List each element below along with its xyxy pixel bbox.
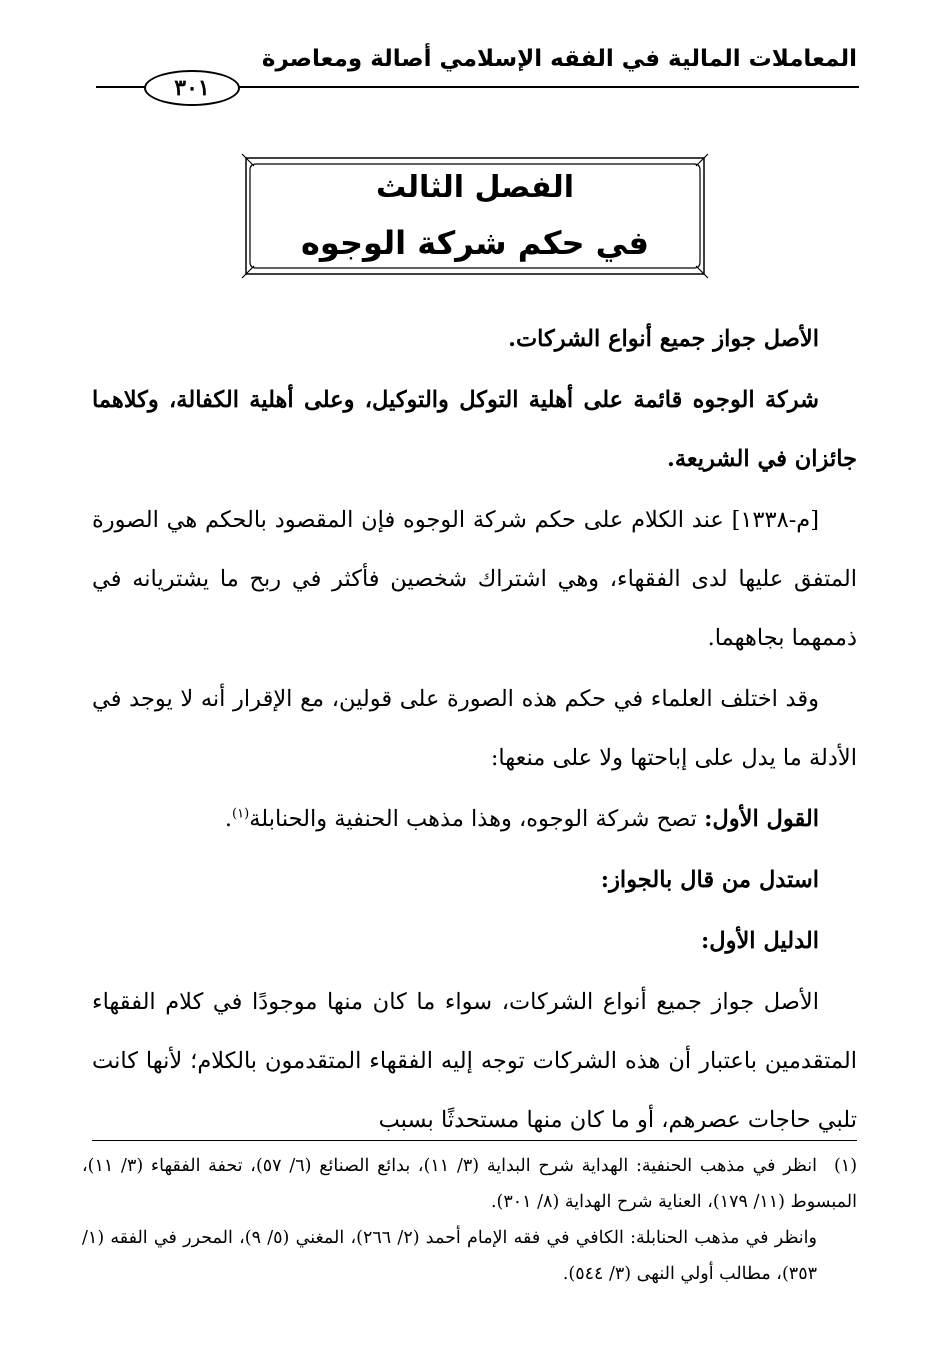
chapter-title-frame — [240, 152, 710, 280]
paragraph-definition: [م-١٣٣٨] عند الكلام على حكم شركة الوجوه فإن المقصود بالحكم هي الصورة المتفق عليها لدى الفقهاء، وهي اشتراك شخصين فأكثر في ربح ما يشتريانه في ذممهما بجاههما. — [92, 507, 857, 651]
footnote-number: (١) — [833, 1156, 858, 1176]
running-header-title: المعاملات المالية في الفقه الإسلامي أصالة ومعاصرة — [261, 46, 857, 72]
first-opinion-text: تصح شركة الوجوه، وهذا مذهب الحنفية والحنابلة — [249, 806, 697, 832]
paragraph-principle: الأصل جواز جميع أنواع الشركات. — [508, 326, 819, 352]
paragraph-basis: شركة الوجوه قائمة على أهلية التوكل والتوكيل، وعلى أهلية الكفالة، وكلاهما جائزان في الشريعة. — [92, 387, 857, 472]
footnotes — [82, 1148, 857, 1292]
footnote-rule — [92, 1140, 857, 1141]
main-text — [92, 310, 857, 1152]
paragraph-disagreement: وقد اختلف العلماء في حكم هذه الصورة على قولين، مع الإقرار أنه لا يوجد في الأدلة ما يدل على إباحتها ولا على منعها: — [92, 686, 857, 771]
first-opinion-lead: القول الأول: — [704, 806, 819, 832]
first-opinion-end: . — [224, 806, 233, 832]
footnote-1-hanbali: وانظر في مذهب الحنابلة: الكافي في فقه الإمام أحمد (٢/ ٢٦٦)، المغني (٥/ ٩)، المحرر في الفقه (١/ ٣٥٣)، مطالب أولي النهى (٣/ ٥٤٤). — [82, 1228, 817, 1284]
footnote-1 — [82, 1148, 857, 1220]
chapter-title: في حكم شركة الوجوه — [301, 224, 649, 262]
paragraph-first-evidence: الدليل الأول: — [700, 928, 819, 954]
chapter-label: الفصل الثالث — [375, 170, 574, 205]
paragraph-first-opinion — [92, 790, 857, 849]
paragraph-evidence-heading: استدل من قال بالجواز: — [600, 867, 819, 893]
footnote-1-hanafi: انظر في مذهب الحنفية: الهداية شرح البداية (٣/ ١١)، بدائع الصنائع (٦/ ٥٧)، تحفة الفقهاء (٣/ ١١)، المبسوط (١١/ ١٧٩)، العناية شرح الهداية (٨/ ٣٠١). — [82, 1156, 857, 1212]
paragraph-evidence-text: الأصل جواز جميع أنواع الشركات، سواء ما كان منها موجودًا في كلام الفقهاء المتقدمين باعتبار أن هذه الشركات توجه إليه الفقهاء المتقدمون بالكلام؛ لأنها كانت تلبي حاجات عصرهم، أو ما كان منها مستحدثًا بسبب — [92, 989, 857, 1133]
footnote-reference: (١) — [232, 806, 250, 822]
page-number: ٣٠١ — [144, 70, 240, 106]
